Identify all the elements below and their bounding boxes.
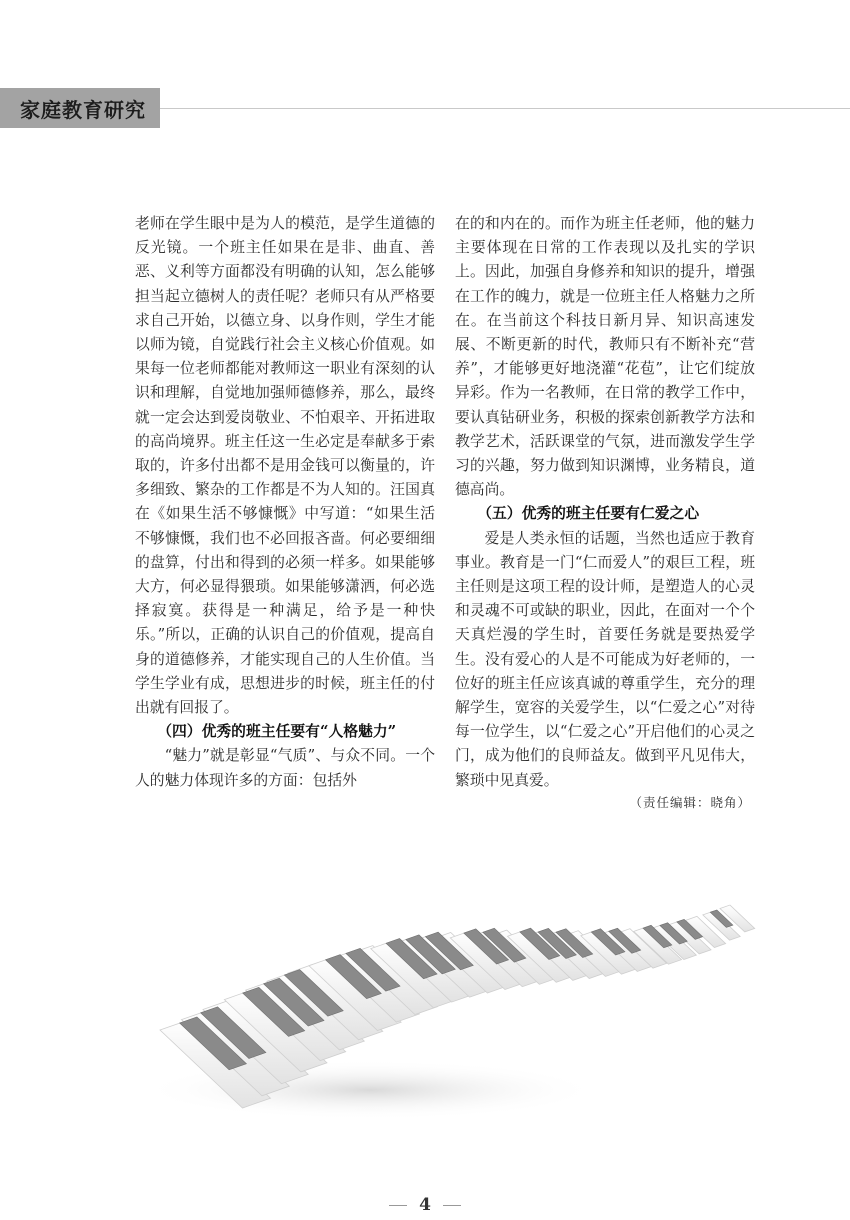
heading-section-5: （五）优秀的班主任要有仁爱之心 <box>477 505 700 523</box>
left-paragraph-1: 老师在学生眼中是为人的模范，是学生道德的反光镜。一个班主任如果在是非、曲直、善恶、义利等方面都没有明确的认知，怎么能够担当起立德树人的责任呢？老师只有从严格要求自己开始，以德立身、以身作则，学生才能以师为镜，自觉践行社会主义核心价值观。如果每一位老师都能对教师这一职业有深刻的认识和理解，自觉地加强师德修养，那么，最终就一定会达到爱岗敬业、不怕艰辛、开拓进取的高尚境界。班主任这一生必定是奉献多于索取的，许多付出都不是用金钱可以衡量的，许多细致、繁杂的工作都是不为人知的。汪国真在《如果生活不够慷慨》中写道：“如果生活不够慷慨，我们也不必回报吝啬。何必要细细的盘算，付出和得到的必须一样多。如果能够大方，何必显得猥琐。如果能够潇洒，何必选择寂寞。获得是一种满足，给予是一种快乐。”所以，正确的认识自己的价值观，提高自身的道德修养，才能实现自己的人生价值。当学生学业有成，思想进步的时候，班主任的付出就有回报了。 <box>135 215 435 717</box>
section-title: 家庭教育研究 <box>20 97 146 122</box>
right-paragraph-1: 在的和内在的。而作为班主任老师，他的魅力主要体现在日常的工作表现以及扎实的学识上。因此，加强自身修养和知识的提升，增强在工作的魄力，就是一位班主任人格魅力之所在。在当前这个科技日新月异、知识高速发展、不断更新的时代，教师只有不断补充“营养”，才能够更好地浇灌“花苞”，让它们绽放异彩。作为一名教师，在日常的教学工作中，要认真钻研业务，积极的探索创新教学方法和教学艺术，活跃课堂的气氛，进而激发学生学习的兴趣，努力做到知识渊博，业务精良，道德高尚。 <box>455 215 755 499</box>
page-footer <box>0 1195 850 1215</box>
piano-keyboard-icon <box>120 840 840 1130</box>
editor-credit: （责任编辑：晓角） <box>629 794 751 810</box>
right-paragraph-2: 爱是人类永恒的话题，当然也适应于教育事业。教育是一门“仁而爱人”的艰巨工程，班主任则是这项工程的设计师，是塑造人的心灵和灵魂不可或缺的职业，因此，在面对一个个天真烂漫的学生时，首要任务就是要热爱学生。没有爱心的人是不可能成为好老师的，一位好的班主任应该真诚的尊重学生，充分的理解学生，宽容的关爱学生，以“仁爱之心”对待每一位学生，以“仁爱之心”开启他们的心灵之门，成为他们的良师益友。做到平凡见伟大，繁琐中见真爱。 <box>455 529 755 789</box>
page-number: 4 <box>419 1195 431 1215</box>
section-header-tab <box>0 88 160 128</box>
footer-dash-left <box>389 1205 407 1206</box>
right-column <box>455 212 755 813</box>
left-column <box>135 212 435 793</box>
left-paragraph-2: “魅力”就是彰显“气质”、与众不同。一个人的魅力体现许多的方面：包括外 <box>135 747 435 789</box>
footer-dash-right <box>443 1205 461 1206</box>
heading-section-4: （四）优秀的班主任要有“人格魅力” <box>157 723 397 741</box>
header-rule <box>160 108 850 109</box>
